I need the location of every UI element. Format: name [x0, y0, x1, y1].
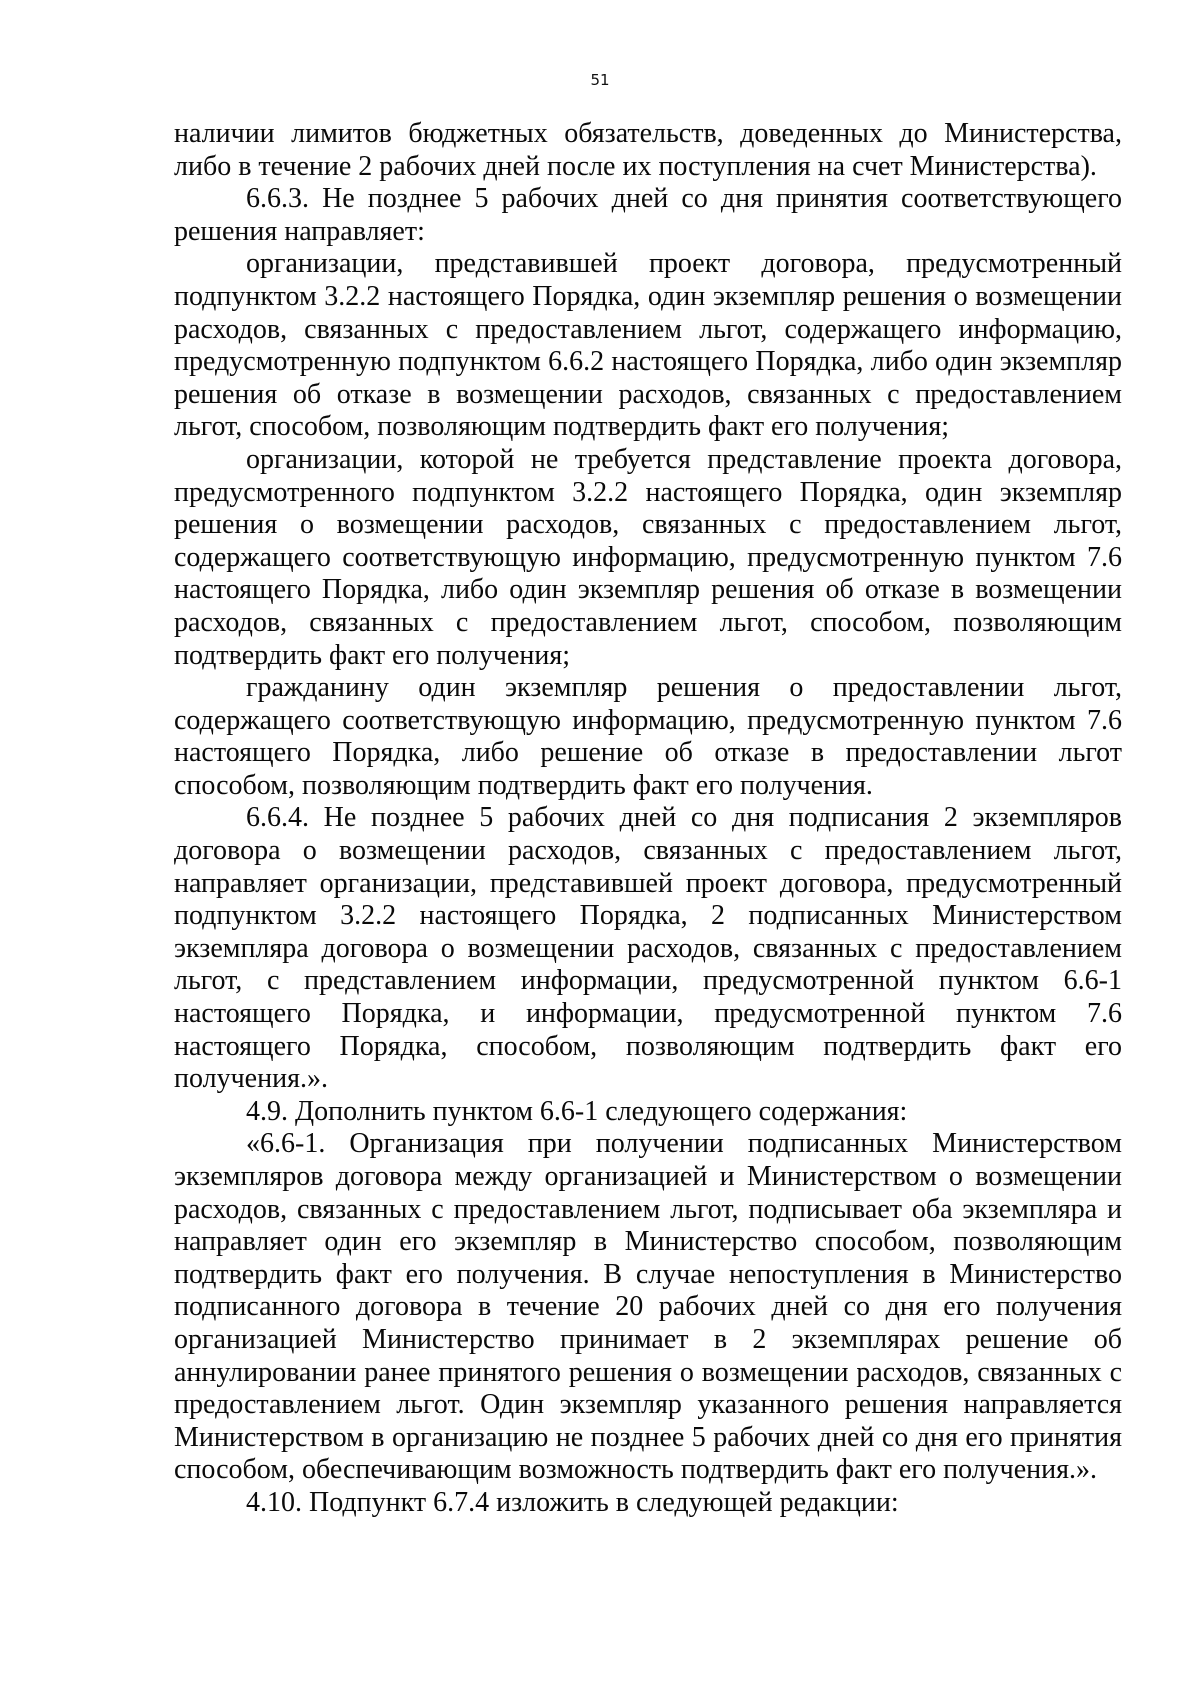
paragraph-organization-with-draft: организации, представившей проект договора, предусмотренный подпунктом 3.2.2 настоящего Порядка, один экземпляр решения о возмещении расходов, связанных с предоставлением льгот, содержащего информацию, предусмотренную подпунктом 6.6.2 настоящего Порядка, либо один экземпляр решения об отказе в возмещении расходов, связанных с предоставлением льгот, способом, позволяющим подтвердить факт его получения; [174, 248, 1122, 443]
paragraph-continuation: наличии лимитов бюджетных обязательств, доведенных до Министерства, либо в течение 2 рабочих дней после их поступления на счет Министерства). [174, 118, 1122, 182]
document-body [174, 118, 1122, 1520]
paragraph-organization-without-draft: организации, которой не требуется представление проекта договора, предусмотренного подпунктом 3.2.2 настоящего Порядка, один экземпляр решения о возмещении расходов, связанных с предоставлением льгот, содержащего соответствующую информацию, предусмотренную пунктом 7.6 настоящего Порядка, либо один экземпляр решения об отказе в возмещении расходов, связанных с предоставлением льгот, способом, позволяющим подтвердить факт его получения; [174, 443, 1122, 671]
paragraph-4-9: 4.9. Дополнить пунктом 6.6-1 следующего содержания: [246, 1095, 908, 1127]
page-number: 51 [590, 71, 610, 89]
paragraph-6-6-3: 6.6.3. Не позднее 5 рабочих дней со дня принятия соответствующего решения направляет: [174, 183, 1122, 247]
paragraph-citizen: гражданину один экземпляр решения о предоставлении льгот, содержащего соответствующую информацию, предусмотренную пунктом 7.6 настоящего Порядка, либо решение об отказе в предоставлении льгот способом, позволяющим подтвердить факт его получения. [174, 672, 1122, 801]
paragraph-6-6-1: «6.6-1. Организация при получении подписанных Министерством экземпляров договора между организацией и Министерством о возмещении расходов, связанных с предоставлением льгот, подписывает оба экземпляра и направляет один его экземпляр в Министерство способом, позволяющим подтвердить факт его получения. В случае непоступления в Министерство подписанного договора в течение 20 рабочих дней со дня его получения организацией Министерство принимает в 2 экземплярах решение об аннулировании ранее принятого решения о возмещении расходов, связанных с предоставлением льгот. Один экземпляр указанного решения направляется Министерством в организацию не позднее 5 рабочих дней со дня его принятия способом, обеспечивающим возможность подтвердить факт его получения.». [174, 1128, 1122, 1486]
paragraph-4-10: 4.10. Подпункт 6.7.4 изложить в следующей редакции: [246, 1486, 899, 1518]
paragraph-6-6-4: 6.6.4. Не позднее 5 рабочих дней со дня подписания 2 экземпляров договора о возмещении расходов, связанных с предоставлением льгот, направляет организации, представившей проект договора, предусмотренный подпунктом 3.2.2 настоящего Порядка, 2 подписанных Министерством экземпляра договора о возмещении расходов, связанных с предоставлением льгот, с представлением информации, предусмотренной пунктом 6.6-1 настоящего Порядка, и информации, предусмотренной пунктом 7.6 настоящего Порядка, способом, позволяющим подтвердить факт его получения.». [174, 802, 1122, 1095]
